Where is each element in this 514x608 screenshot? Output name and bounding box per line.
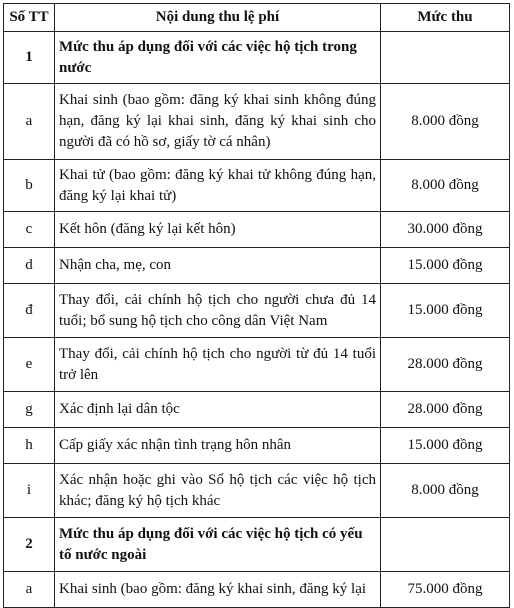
row-number: a	[4, 84, 55, 160]
row-fee: 30.000 đồng	[381, 212, 510, 248]
row-number: c	[4, 212, 55, 248]
row-number: g	[4, 392, 55, 428]
header-row	[4, 4, 510, 32]
row-fee: 15.000 đồng	[381, 284, 510, 338]
row-number: 2	[4, 518, 55, 572]
row-fee: 15.000 đồng	[381, 428, 510, 464]
row-content: Khai sinh (bao gồm: đăng ký khai sinh không đúng hạn, đăng ký lại khai sinh, đăng ký khai sinh cho người đã có hồ sơ, giấy tờ cá nhân)	[55, 84, 381, 160]
row-number: 1	[4, 32, 55, 84]
table-row	[4, 84, 510, 160]
row-number: đ	[4, 284, 55, 338]
row-content: Khai tử (bao gồm: đăng ký khai tử không đúng hạn, đăng ký lại khai tử)	[55, 160, 381, 212]
row-fee: 8.000 đồng	[381, 160, 510, 212]
row-content: Thay đổi, cải chính hộ tịch cho người từ đủ 14 tuổi trở lên	[55, 338, 381, 392]
row-content: Mức thu áp dụng đối với các việc hộ tịch trong nước	[55, 32, 381, 84]
header-fee: Mức thu	[381, 4, 510, 32]
row-content: Cấp giấy xác nhận tình trạng hôn nhân	[55, 428, 381, 464]
row-fee: 75.000 đồng	[381, 572, 510, 608]
section-row	[4, 518, 510, 572]
table-row	[4, 160, 510, 212]
table-row	[4, 284, 510, 338]
row-content: Khai sinh (bao gồm: đăng ký khai sinh, đăng ký lại	[55, 572, 381, 608]
header-content: Nội dung thu lệ phí	[55, 4, 381, 32]
header-stt: Số TT	[4, 4, 55, 32]
section-row	[4, 32, 510, 84]
row-fee: 28.000 đồng	[381, 392, 510, 428]
row-content: Kết hôn (đăng ký lại kết hôn)	[55, 212, 381, 248]
row-content: Mức thu áp dụng đối với các việc hộ tịch có yếu tố nước ngoài	[55, 518, 381, 572]
row-fee: 28.000 đồng	[381, 338, 510, 392]
row-fee: 8.000 đồng	[381, 464, 510, 518]
row-content: Xác nhận hoặc ghi vào Sổ hộ tịch các việc hộ tịch khác; đăng ký hộ tịch khác	[55, 464, 381, 518]
row-fee	[381, 32, 510, 84]
row-number: b	[4, 160, 55, 212]
table-row	[4, 338, 510, 392]
row-content: Thay đổi, cải chính hộ tịch cho người chưa đủ 14 tuổi; bổ sung hộ tịch cho công dân Việt Nam	[55, 284, 381, 338]
row-number: h	[4, 428, 55, 464]
table-row	[4, 248, 510, 284]
table-row	[4, 392, 510, 428]
table-row	[4, 428, 510, 464]
row-content: Xác định lại dân tộc	[55, 392, 381, 428]
row-number: e	[4, 338, 55, 392]
table-row	[4, 212, 510, 248]
row-fee: 15.000 đồng	[381, 248, 510, 284]
row-number: i	[4, 464, 55, 518]
fee-table	[3, 3, 510, 608]
row-fee: 8.000 đồng	[381, 84, 510, 160]
row-number: a	[4, 572, 55, 608]
row-content: Nhận cha, mẹ, con	[55, 248, 381, 284]
table-row	[4, 572, 510, 608]
row-number: d	[4, 248, 55, 284]
table-row	[4, 464, 510, 518]
row-fee	[381, 518, 510, 572]
